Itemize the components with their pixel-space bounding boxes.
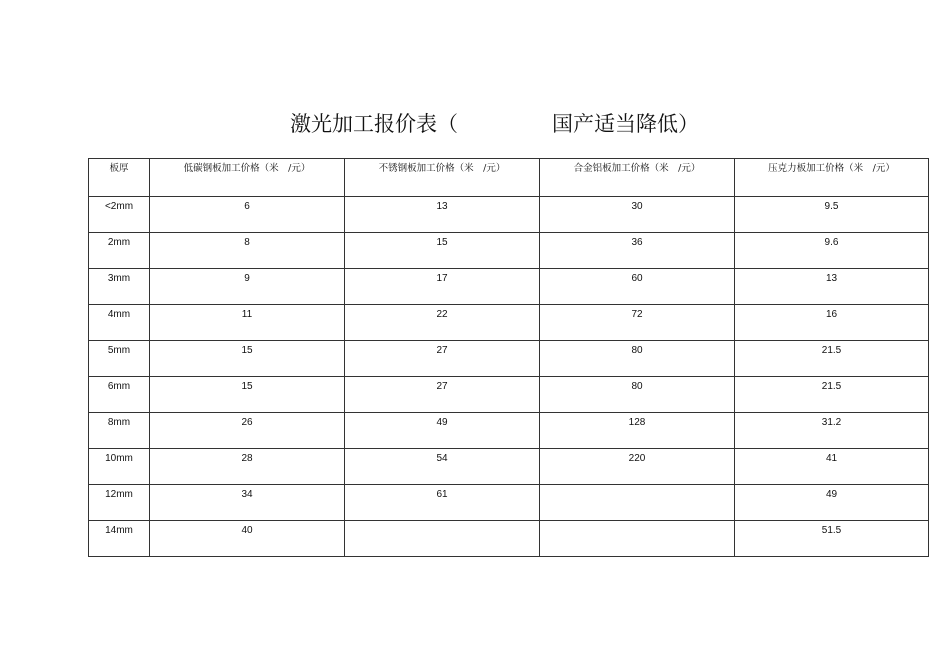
header-acrylic: 压克力板加工价格（米 /元） xyxy=(735,159,929,197)
aluminum-alloy-price: 36 xyxy=(540,233,735,269)
aluminum-alloy-price xyxy=(540,521,735,557)
table-row xyxy=(89,341,929,377)
title-note: 国产适当降低） xyxy=(552,112,699,136)
table-row xyxy=(89,269,929,305)
acrylic-price: 13 xyxy=(735,269,929,305)
aluminum-alloy-price: 220 xyxy=(540,449,735,485)
aluminum-alloy-price: 80 xyxy=(540,377,735,413)
stainless-steel-price: 15 xyxy=(345,233,540,269)
thickness-cell: 8mm xyxy=(89,413,150,449)
table-row xyxy=(89,449,929,485)
carbon-steel-price: 34 xyxy=(150,485,345,521)
acrylic-price: 9.5 xyxy=(735,197,929,233)
acrylic-price: 16 xyxy=(735,305,929,341)
acrylic-price: 51.5 xyxy=(735,521,929,557)
stainless-steel-price xyxy=(345,521,540,557)
header-row xyxy=(89,159,929,197)
thickness-cell: 14mm xyxy=(89,521,150,557)
thickness-cell: 10mm xyxy=(89,449,150,485)
header-stainless-steel: 不锈钢板加工价格（米 /元） xyxy=(345,159,540,197)
carbon-steel-price: 6 xyxy=(150,197,345,233)
aluminum-alloy-price xyxy=(540,485,735,521)
table-row xyxy=(89,305,929,341)
stainless-steel-price: 54 xyxy=(345,449,540,485)
stainless-steel-price: 13 xyxy=(345,197,540,233)
acrylic-price: 21.5 xyxy=(735,341,929,377)
thickness-cell: 12mm xyxy=(89,485,150,521)
table-row xyxy=(89,485,929,521)
carbon-steel-price: 8 xyxy=(150,233,345,269)
acrylic-price: 31.2 xyxy=(735,413,929,449)
stainless-steel-price: 22 xyxy=(345,305,540,341)
thickness-cell: 3mm xyxy=(89,269,150,305)
stainless-steel-price: 61 xyxy=(345,485,540,521)
stainless-steel-price: 27 xyxy=(345,377,540,413)
title-main: 激光加工报价表（ xyxy=(290,112,458,136)
acrylic-price: 9.6 xyxy=(735,233,929,269)
carbon-steel-price: 15 xyxy=(150,377,345,413)
carbon-steel-price: 40 xyxy=(150,521,345,557)
carbon-steel-price: 15 xyxy=(150,341,345,377)
header-aluminum-alloy: 合金铝板加工价格（米 /元） xyxy=(540,159,735,197)
acrylic-price: 49 xyxy=(735,485,929,521)
price-table xyxy=(88,158,929,557)
page-title xyxy=(0,108,950,138)
table-row xyxy=(89,377,929,413)
aluminum-alloy-price: 72 xyxy=(540,305,735,341)
aluminum-alloy-price: 80 xyxy=(540,341,735,377)
thickness-cell: 2mm xyxy=(89,233,150,269)
aluminum-alloy-price: 128 xyxy=(540,413,735,449)
table-row xyxy=(89,413,929,449)
price-table-header xyxy=(89,159,929,197)
aluminum-alloy-price: 60 xyxy=(540,269,735,305)
table-row xyxy=(89,197,929,233)
carbon-steel-price: 11 xyxy=(150,305,345,341)
stainless-steel-price: 49 xyxy=(345,413,540,449)
thickness-cell: 6mm xyxy=(89,377,150,413)
header-carbon-steel: 低碳钢板加工价格（米 /元） xyxy=(150,159,345,197)
carbon-steel-price: 28 xyxy=(150,449,345,485)
stainless-steel-price: 17 xyxy=(345,269,540,305)
carbon-steel-price: 9 xyxy=(150,269,345,305)
thickness-cell: 4mm xyxy=(89,305,150,341)
carbon-steel-price: 26 xyxy=(150,413,345,449)
table-row xyxy=(89,521,929,557)
aluminum-alloy-price: 30 xyxy=(540,197,735,233)
price-table-body xyxy=(89,197,929,557)
table-row xyxy=(89,233,929,269)
stainless-steel-price: 27 xyxy=(345,341,540,377)
acrylic-price: 21.5 xyxy=(735,377,929,413)
thickness-cell: <2mm xyxy=(89,197,150,233)
acrylic-price: 41 xyxy=(735,449,929,485)
thickness-cell: 5mm xyxy=(89,341,150,377)
header-thickness: 板厚 xyxy=(89,159,150,197)
